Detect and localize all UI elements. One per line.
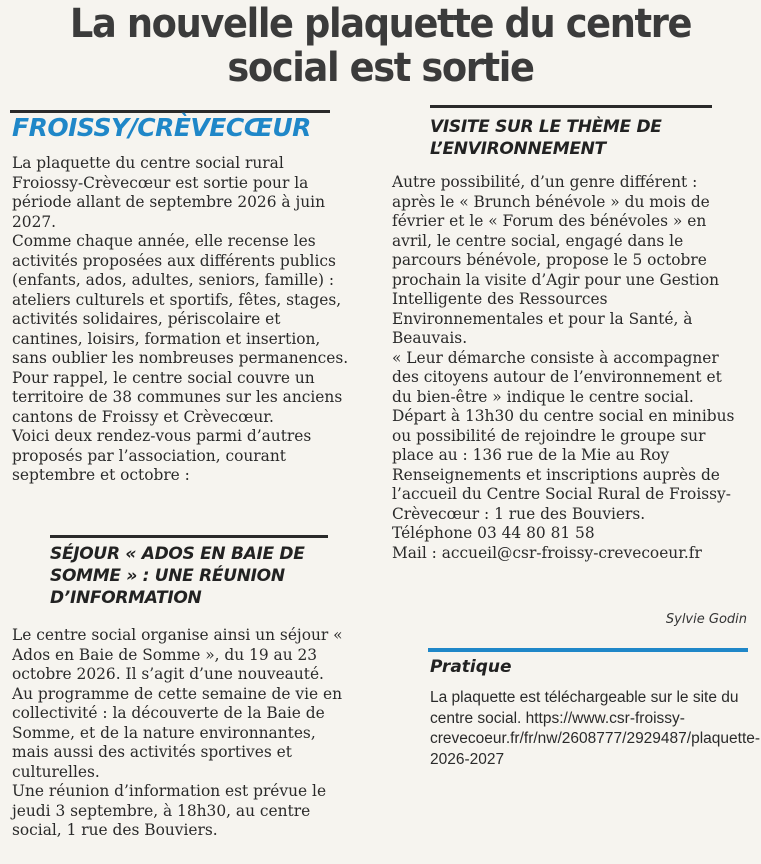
visite-paragraph: Autre possibilité, d’un genre différent : après le « Brunch bénévole » du mois de février et le « Forum des bénévoles » en avril, le centre social, engagé dans le parcours bénévole, propose le 5 octobre prochain la visite d’Agir pour une Gestion Intelligente des Ressources Environnementales et pour la Santé, à Beauvais. bbox=[392, 173, 720, 347]
section-title: FROISSY/CRÈVECŒUR bbox=[12, 113, 311, 142]
pratique-title: Pratique bbox=[430, 657, 512, 677]
visite-paragraph: Départ à 13h30 du centre social en minibus ou possibilité de rejoindre le groupe sur place au : 136 rue de la Mie au Roy bbox=[392, 407, 735, 464]
visite-paragraph: Renseignements et inscriptions auprès de l’accueil du Centre Social Rural de Froissy-Crèvecœur : 1 rue des Bouviers. bbox=[392, 465, 731, 523]
sejour-rule bbox=[50, 535, 328, 538]
pratique-text: La plaquette est téléchargeable sur le site du centre social. https://www.csr-froissy-crevecoeur.fr/fr/nw/2608777/2929487/plaquette-2026-2027 bbox=[430, 689, 761, 768]
headline bbox=[30, 2, 730, 90]
sejour-paragraph: Une réunion d’information est prévue le jeudi 3 septembre, à 18h30, au centre social, 1 rue des Bouviers. bbox=[12, 782, 327, 839]
intro-body bbox=[12, 154, 354, 486]
headline-line-1: La nouvelle plaquette du centre bbox=[69, 1, 692, 47]
intro-paragraph: Comme chaque année, elle recense les activités proposées aux différents publics (enfants, ados, adultes, seniors, famille) : ateliers culturels et sportifs, fêtes, stages, activités solidaires, périscolaire et cantines, loisirs, formation et insertion, sans oublier les nombreuses permanences. bbox=[12, 232, 349, 367]
sejour-paragraph: Au programme de cette semaine de vie en collectivité : la découverte de la Baie de Somme, et de la nature environnantes, mais aussi des activités sportives et culturelles. bbox=[12, 684, 343, 781]
sejour-kicker-line: SOMME » : UNE RÉUNION bbox=[50, 566, 285, 586]
visite-rule bbox=[430, 105, 712, 108]
sejour-kicker-line: D’INFORMATION bbox=[50, 588, 202, 608]
sejour-kicker bbox=[50, 543, 305, 609]
intro-paragraph: Voici deux rendez-vous parmi d’autres proposés par l’association, courant septembre et octobre : bbox=[12, 427, 312, 484]
visite-kicker-line: VISITE SUR LE THÈME DE bbox=[430, 117, 662, 137]
pratique-rule bbox=[428, 648, 748, 652]
visite-kicker bbox=[430, 116, 662, 160]
visite-paragraph: « Leur démarche consiste à accompagner des citoyens autour de l’environnement et du bien-être » indique le centre social. bbox=[392, 348, 722, 406]
sejour-paragraph: Le centre social organise ainsi un séjour « Ados en Baie de Somme », du 19 au 23 octobre 2026. Il s’agit d’une nouveauté. bbox=[12, 626, 343, 683]
sejour-kicker-line: SÉJOUR « ADOS EN BAIE DE bbox=[50, 544, 305, 564]
visite-kicker-line: L’ENVIRONNEMENT bbox=[430, 139, 606, 159]
visite-paragraph: Téléphone 03 44 80 81 58 bbox=[392, 524, 595, 542]
visite-body bbox=[392, 173, 740, 563]
headline-line-2: social est sortie bbox=[227, 45, 534, 91]
visite-paragraph: Mail : accueil@csr-froissy-crevecoeur.fr bbox=[392, 543, 702, 562]
sejour-body bbox=[12, 626, 357, 841]
intro-paragraph: La plaquette du centre social rural Froiossy-Crèvecœur est sortie pour la période allant de septembre 2026 à juin 2027. bbox=[12, 154, 325, 231]
intro-paragraph: Pour rappel, le centre social couvre un territoire de 38 communes sur les anciens cantons de Froissy et Crèvecœur. bbox=[12, 368, 343, 426]
author-signature: Sylvie Godin bbox=[665, 612, 747, 627]
